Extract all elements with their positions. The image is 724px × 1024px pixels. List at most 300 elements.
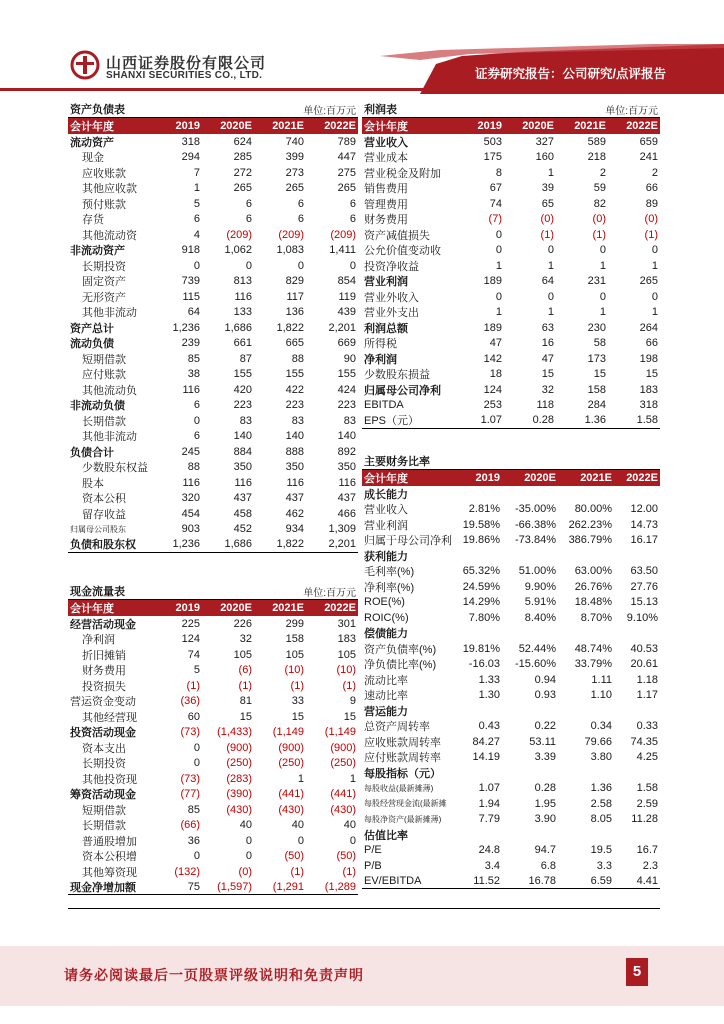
row-value: 1 (297, 772, 304, 785)
row-label: 净利率(%) (364, 581, 415, 594)
row-value: 80.00% (574, 503, 612, 516)
row-value: 439 (337, 306, 356, 319)
row-value: 665 (285, 337, 304, 350)
row-value: 1 (547, 166, 554, 179)
row-label: 速动比率 (364, 690, 408, 703)
header-year: 2021E (272, 120, 304, 132)
row-value: 0 (245, 259, 252, 272)
row-value: 218 (587, 151, 606, 164)
row-label: 归属于母公司净利 (364, 535, 452, 548)
row-value: 6 (245, 213, 252, 226)
row-value: 0.33 (636, 720, 658, 733)
row-label: 营业收入 (364, 504, 408, 517)
row-label: 每股净资产(最新摊薄) (364, 814, 442, 824)
row-value: 116 (234, 290, 252, 303)
row-value: 265 (285, 182, 304, 195)
row-value: (250) (330, 757, 356, 770)
row-value: 142 (483, 352, 502, 365)
row-value: (1) (644, 228, 658, 241)
row-value: 183 (639, 383, 658, 396)
row-value: 789 (337, 135, 356, 148)
table-row (362, 858, 660, 874)
row-label: 少数股东损益 (364, 369, 430, 382)
row-value: 189 (483, 321, 502, 334)
header-year: 2022E (626, 472, 658, 484)
row-value: 437 (233, 492, 252, 505)
row-value: 8.40% (524, 611, 556, 624)
table-header-row (68, 600, 358, 616)
table-row (68, 429, 358, 445)
row-value: (441) (278, 788, 304, 801)
row-value: 1,686 (224, 538, 252, 551)
row-value: 6 (349, 197, 356, 210)
row-label: 资本公积 (82, 493, 126, 506)
row-value: -35.00% (515, 503, 556, 516)
row-value: 18.48% (574, 596, 612, 609)
row-value: (1,289 (324, 880, 356, 893)
row-value: 892 (337, 445, 356, 458)
row-value: (250) (278, 757, 304, 770)
row-value: 83 (291, 414, 304, 427)
row-value: 12.00 (630, 503, 658, 516)
table-row (68, 305, 358, 321)
header-label: 会计年度 (364, 121, 408, 133)
row-value: 74 (187, 648, 200, 661)
table-row (68, 367, 358, 383)
row-value: 16.78 (528, 874, 556, 887)
row-value: 265 (233, 182, 252, 195)
table-row (362, 564, 660, 580)
row-value: 294 (181, 151, 200, 164)
table-row (68, 475, 358, 491)
row-value: 386.79% (568, 534, 612, 547)
table-row (362, 398, 660, 414)
row-value: 4 (193, 228, 200, 241)
row-value: 669 (337, 337, 356, 350)
header-label: 会计年度 (70, 603, 114, 615)
row-value: 422 (285, 383, 304, 396)
table-row (68, 258, 358, 274)
row-value: 888 (285, 445, 304, 458)
row-label: 应付账款 (82, 369, 126, 382)
row-label: 利润总额 (364, 322, 408, 335)
row-label: 流动比率 (364, 674, 408, 687)
table-row (68, 616, 358, 632)
row-value: 0 (495, 228, 502, 241)
row-label: 长期借款 (82, 415, 126, 428)
row-label: 财务费用 (364, 214, 408, 227)
row-value: -15.60% (515, 658, 556, 671)
row-value: 589 (587, 135, 606, 148)
balance-sheet-table (68, 102, 358, 553)
row-value: 158 (285, 633, 304, 646)
row-label: 其他投资现 (82, 773, 137, 786)
row-label: 留存收益 (82, 508, 126, 521)
row-value: 1 (547, 306, 554, 319)
row-label: 短期借款 (82, 353, 126, 366)
row-value: 19.86% (462, 534, 500, 547)
row-value: 1 (495, 306, 502, 319)
row-label: 投资损失 (82, 680, 126, 693)
table-row (68, 864, 358, 880)
row-value: 15.13 (630, 596, 658, 609)
row-value: 739 (181, 275, 200, 288)
table-row (362, 258, 660, 274)
row-value: 14.29% (462, 596, 500, 609)
row-value: 15 (343, 710, 356, 723)
row-label: 其他应收款 (82, 183, 137, 196)
row-value: 8.05 (590, 813, 612, 826)
row-value: 2.58 (590, 797, 612, 810)
row-value: 0 (547, 290, 554, 303)
header-label: 会计年度 (364, 473, 408, 485)
row-value: 661 (233, 337, 252, 350)
row-value: 40.53 (630, 642, 658, 655)
row-value: (73) (180, 726, 200, 739)
row-label: 总资产周转率 (364, 721, 430, 734)
table-row (362, 274, 660, 290)
row-value: 140 (337, 430, 356, 443)
row-value: 7 (193, 166, 200, 179)
row-value: 11.28 (631, 813, 658, 826)
row-value: 437 (285, 492, 304, 505)
row-value: (1) (342, 679, 356, 692)
table-row (362, 610, 660, 626)
row-value: 2.81% (468, 503, 500, 516)
row-value: 90 (343, 352, 356, 365)
table-row (362, 336, 660, 352)
row-value: 272 (233, 166, 252, 179)
financial-ratios-table (362, 454, 660, 889)
table-row (362, 595, 660, 611)
row-value: 659 (639, 135, 658, 148)
table-row (68, 320, 358, 336)
row-value: 116 (182, 383, 200, 396)
row-label: 公允价值变动收 (364, 245, 441, 258)
row-label: 流动负债 (70, 338, 114, 351)
row-value: 59 (593, 182, 606, 195)
row-value: 3.4 (484, 859, 500, 872)
row-value: 32 (541, 383, 554, 396)
table-row (68, 134, 358, 150)
row-value: 399 (285, 151, 304, 164)
row-label: 折旧摊销 (82, 649, 126, 662)
row-value: 63 (541, 321, 554, 334)
row-value: 0 (651, 290, 658, 303)
row-label: 净利润 (82, 634, 115, 647)
table-row (68, 663, 358, 679)
row-value: (900) (330, 741, 356, 754)
header-year: 2022E (626, 120, 658, 132)
table-title: 主要财务比率 (364, 456, 430, 468)
row-value: 0 (651, 244, 658, 257)
row-value: 1.33 (478, 673, 500, 686)
table-row (362, 367, 660, 383)
row-value: 1.17 (636, 689, 658, 702)
row-value: 454 (181, 507, 200, 520)
row-value: (250) (226, 757, 252, 770)
row-value: 0 (349, 259, 356, 272)
row-label: 毛利率(%) (364, 566, 415, 579)
row-label: 偿债能力 (364, 628, 408, 641)
row-value: 26.76% (574, 580, 612, 593)
row-value: (209) (226, 228, 252, 241)
row-label: 营业外支出 (364, 307, 419, 320)
row-value: 1 (651, 259, 658, 272)
row-value: 0 (547, 244, 554, 257)
header-year: 2020E (522, 120, 554, 132)
row-value: (900) (226, 741, 252, 754)
row-value: (77) (180, 788, 200, 801)
row-value: 20.61 (630, 658, 658, 671)
row-label: 营业成本 (364, 152, 408, 165)
row-value: 65 (541, 197, 554, 210)
table-row (362, 351, 660, 367)
table-row (68, 522, 358, 538)
table-row (362, 672, 660, 688)
table-title-row (68, 584, 358, 600)
row-value: 0 (349, 834, 356, 847)
row-label: 资本支出 (82, 742, 126, 755)
row-value: 1,083 (276, 244, 304, 257)
row-label: 获利能力 (364, 550, 408, 563)
row-value: (66) (180, 819, 200, 832)
row-value: 9 (349, 695, 356, 708)
row-label: 其他流动资 (82, 229, 137, 242)
row-value: 1.58 (636, 782, 658, 795)
row-value: 116 (182, 476, 200, 489)
row-label: 应收账款周转率 (364, 736, 441, 749)
row-value: 47 (489, 337, 502, 350)
row-label: 其他筹资现 (82, 866, 137, 879)
row-value: (10) (336, 664, 356, 677)
table-row (68, 725, 358, 741)
row-value: 0 (297, 834, 304, 847)
table-row (362, 548, 660, 564)
row-label: P/B (364, 859, 382, 872)
row-value: 119 (338, 290, 356, 303)
row-value: (441) (330, 788, 356, 801)
row-value: 5 (193, 197, 200, 210)
row-value: 160 (535, 151, 554, 164)
table-row (68, 537, 358, 553)
row-value: 94.7 (534, 844, 556, 857)
row-value: (73) (180, 772, 200, 785)
report-type: 证券研究报告：公司研究/点评报告 (475, 67, 666, 81)
row-value: 273 (285, 166, 304, 179)
row-value: 5.91% (524, 596, 556, 609)
row-value: 350 (337, 461, 356, 474)
row-value: 18 (489, 368, 502, 381)
row-value: (1,291 (272, 880, 304, 893)
row-value: 0 (495, 290, 502, 303)
row-value: 79.66 (584, 735, 612, 748)
row-label: 每股收益(最新摊薄) (364, 783, 434, 793)
row-value: 140 (233, 430, 252, 443)
row-value: 9.10% (626, 611, 658, 624)
row-label: 长期投资 (82, 260, 126, 273)
row-value: 1 (193, 182, 200, 195)
header-year: 2020E (220, 602, 252, 614)
table-row (362, 874, 660, 890)
row-label: 资产总计 (70, 322, 114, 335)
row-label: 净负债比率(%) (364, 659, 437, 672)
header-year: 2020E (524, 472, 556, 484)
row-value: 15 (593, 368, 606, 381)
row-label: 归属母公司净利 (364, 384, 441, 397)
row-value: 74 (489, 197, 502, 210)
header-year: 2019 (477, 120, 502, 132)
table-row (68, 849, 358, 865)
row-value: 1 (599, 259, 606, 272)
table-row (362, 765, 660, 781)
row-value: 0 (245, 834, 252, 847)
row-value: 6 (297, 197, 304, 210)
row-label: 资本公积增 (82, 851, 137, 864)
row-value: 116 (234, 476, 252, 489)
table-row (68, 506, 358, 522)
row-value: 84.27 (472, 735, 500, 748)
row-value: 117 (286, 290, 304, 303)
row-value: (430) (278, 803, 304, 816)
table-row (68, 398, 358, 414)
table-row (68, 351, 358, 367)
row-value: 38 (187, 368, 200, 381)
row-value: 318 (639, 399, 658, 412)
table-row (362, 289, 660, 305)
header-year: 2019 (475, 472, 500, 484)
row-value: 1.07 (480, 414, 502, 427)
table-row (68, 802, 358, 818)
row-value: 88 (291, 352, 304, 365)
row-value: 226 (233, 617, 252, 630)
row-value: 458 (233, 507, 252, 520)
company-logo-icon (70, 50, 100, 80)
row-value: 934 (285, 523, 304, 536)
row-value: (1,433) (217, 726, 252, 739)
row-value: (0) (644, 213, 658, 226)
row-value: 105 (233, 648, 252, 661)
table-row (68, 756, 358, 772)
row-value: (0) (592, 213, 606, 226)
row-value: 36 (187, 834, 200, 847)
row-value: (1) (290, 679, 304, 692)
row-value: 124 (483, 383, 502, 396)
row-label: EBITDA (364, 399, 404, 412)
row-value: 7.80% (468, 611, 500, 624)
row-value: (390) (226, 788, 252, 801)
row-value: 63.50 (630, 565, 658, 578)
table-row (362, 533, 660, 549)
row-value: 1 (349, 772, 356, 785)
row-value: 452 (233, 523, 252, 536)
bottom-rule (68, 908, 660, 909)
table-row (362, 843, 660, 859)
row-value: 284 (587, 399, 606, 412)
row-value: 155 (285, 368, 304, 381)
row-value: 299 (285, 617, 304, 630)
row-value: (0) (540, 213, 554, 226)
table-row (68, 632, 358, 648)
row-value: -73.84% (515, 534, 556, 547)
header-year: 2020E (220, 120, 252, 132)
row-value: 0 (193, 850, 200, 863)
table-unit: 单位:百万元 (303, 588, 356, 599)
row-value: 83 (343, 414, 356, 427)
row-label: 所得税 (364, 338, 397, 351)
row-value: 2,201 (328, 321, 356, 334)
row-value: 48.74% (574, 642, 612, 655)
row-value: 15 (291, 710, 304, 723)
row-value: 6 (245, 197, 252, 210)
row-label: 净利润 (364, 353, 397, 366)
row-label: 应付账款周转率 (364, 752, 441, 765)
page-number: 5 (626, 958, 648, 986)
row-value: 40 (291, 819, 304, 832)
row-value: 1,411 (329, 244, 356, 257)
row-label: EV/EBITDA (364, 874, 422, 887)
row-value: 6.8 (540, 859, 556, 872)
row-label: 营运资金变动 (70, 696, 136, 709)
table-row (68, 165, 358, 181)
table-row (68, 787, 358, 803)
row-value: (1) (238, 679, 252, 692)
table-title: 资产负债表 (70, 104, 125, 116)
row-value: 140 (285, 430, 304, 443)
row-value: (283) (226, 772, 252, 785)
table-row (362, 196, 660, 212)
row-value: 3.80 (590, 751, 612, 764)
header-year: 2021E (574, 120, 606, 132)
row-value: 0 (495, 244, 502, 257)
table-row (362, 243, 660, 259)
row-value: (209) (330, 228, 356, 241)
company-name-cn: 山西证券股份有限公司 (106, 55, 267, 72)
table-header-row (362, 470, 660, 486)
table-row (362, 227, 660, 243)
table-row (68, 212, 358, 228)
row-value: 0 (193, 259, 200, 272)
row-label: 非流动资产 (70, 245, 125, 258)
row-value: 6 (193, 430, 200, 443)
row-value: 14.19 (472, 751, 500, 764)
table-row (362, 150, 660, 166)
row-value: 0.93 (534, 689, 556, 702)
row-label: 每股指标（元） (364, 767, 441, 780)
row-value: 6 (349, 213, 356, 226)
row-label: 无形资产 (82, 291, 126, 304)
row-value: 24.8 (478, 844, 500, 857)
row-label: 少数股东权益 (82, 462, 148, 475)
row-value: 2 (651, 166, 658, 179)
cash-flow-table (68, 584, 358, 895)
row-value: 64 (187, 306, 200, 319)
row-value: 64 (541, 275, 554, 288)
row-label: 长期投资 (82, 758, 126, 771)
table-row (68, 818, 358, 834)
row-label: P/E (364, 844, 382, 857)
table-header-row (68, 118, 358, 134)
table-row (362, 703, 660, 719)
row-value: 2,201 (328, 538, 356, 551)
row-value: 16.17 (630, 534, 658, 547)
row-value: 884 (233, 445, 252, 458)
row-label: 其他非流动 (82, 431, 137, 444)
row-label: 存货 (82, 214, 104, 227)
table-row (362, 781, 660, 797)
row-value: 1,686 (224, 321, 252, 334)
row-label: ROE(%) (364, 596, 405, 609)
